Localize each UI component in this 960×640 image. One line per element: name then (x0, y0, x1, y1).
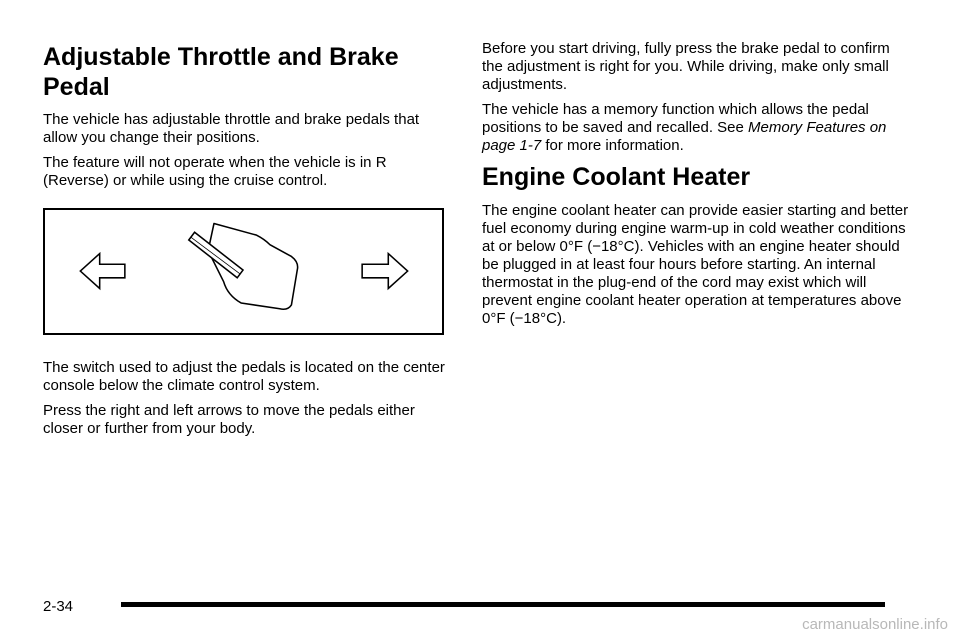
body-paragraph: The vehicle has adjustable throttle and brake pedals that allow you change their positions. (43, 111, 420, 146)
section-heading-adjustable-pedal: Adjustable Throttle and Brake Pedal (43, 43, 399, 101)
left-column (43, 40, 453, 445)
memory-text-before: The vehicle has a memory function which allows the pedal positions to be saved and recalled. See (482, 101, 869, 136)
watermark-text: carmanualsonline.info (802, 616, 948, 633)
page-number: 2-34 (43, 598, 74, 615)
memory-paragraph (482, 101, 912, 155)
body-paragraph: The feature will not operate when the vehicle is in R (Reverse) or while using the cruise control. (43, 154, 387, 189)
memory-text-after: for more information. (541, 137, 684, 154)
section-heading-engine-coolant-heater: Engine Coolant Heater (482, 163, 751, 191)
right-column (482, 40, 912, 335)
body-paragraph: The switch used to adjust the pedals is located on the center console below the climate control system. (43, 359, 445, 394)
pedal-icon (189, 224, 298, 310)
left-arrow-icon (80, 254, 125, 289)
body-paragraph: The engine coolant heater can provide easier starting and better fuel economy during engine warm-up in cold weather conditions at or below 0°F (−18°C). Vehicles with an engine heater should be plugged in at least four hours before starting. An internal thermostat in the plug-end of the cord may exist which will prevent engine coolant heater operation at temperatures above 0°F (−18°C). (482, 202, 909, 327)
right-arrow-icon (362, 254, 408, 289)
footer-rule (121, 602, 885, 607)
pedal-switch-illustration (45, 210, 442, 333)
body-paragraph: Before you start driving, fully press the brake pedal to confirm the adjustment is right for you. While driving, make only small adjustments. (482, 40, 890, 93)
body-paragraph: Press the right and left arrows to move the pedals either closer or further from your body. (43, 402, 415, 437)
pedal-switch-figure (43, 208, 444, 335)
memory-features-link[interactable]: Memory Features on page 1-7 (482, 119, 887, 154)
